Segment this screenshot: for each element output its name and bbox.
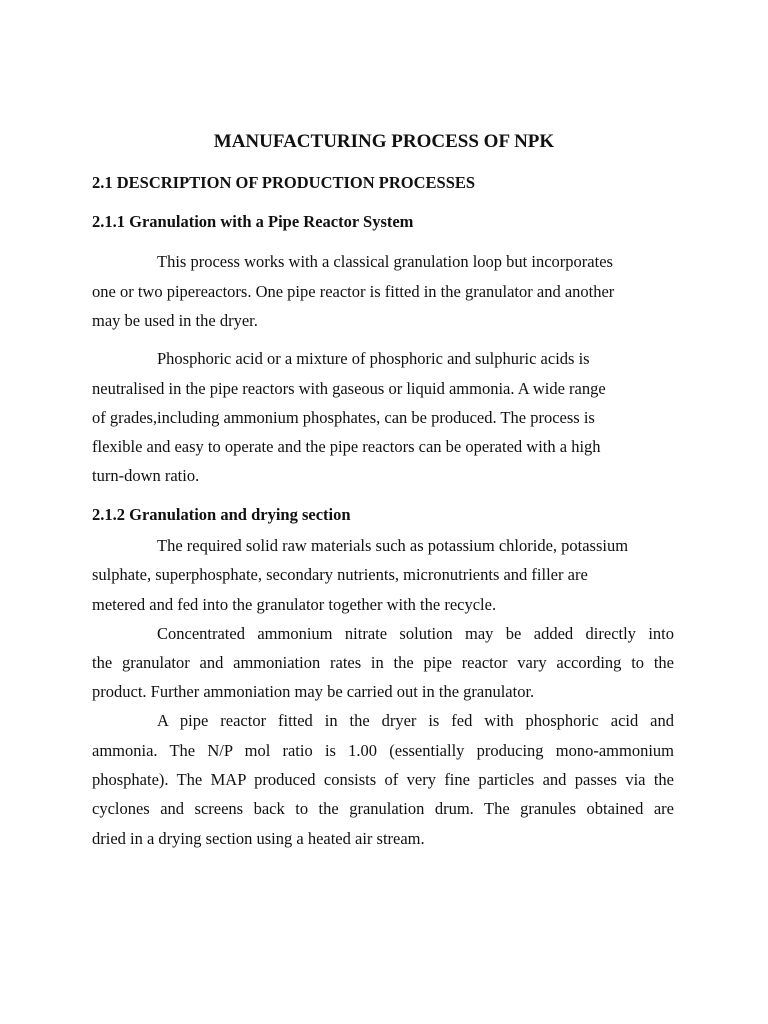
paragraph-line: neutralised in the pipe reactors with gaseous or liquid ammonia. A wide range: [92, 379, 606, 398]
paragraph-line: metered and fed into the granulator together with the recycle.: [92, 595, 497, 614]
paragraph-line: sulphate, superphosphate, secondary nutrients, micronutrients and filler are: [92, 565, 588, 584]
paragraph-line: one or two pipereactors. One pipe reactor is fitted in the granulator and another: [92, 282, 615, 301]
paragraph-line: the granulator and ammoniation rates in the pipe reactor vary according to the: [92, 653, 674, 672]
paragraph-line: phosphate). The MAP produced consists of very fine particles and passes via the: [92, 770, 674, 789]
paragraph-line: of grades,including ammonium phosphates, can be produced. The process is: [92, 408, 595, 427]
paragraph-line: ammonia. The N/P mol ratio is 1.00 (essentially producing mono-ammonium: [92, 741, 674, 760]
paragraph-line: The required solid raw materials such as potassium chloride, potassium: [157, 536, 629, 555]
paragraph-line: A pipe reactor fitted in the dryer is fed with phosphoric acid and: [157, 711, 674, 730]
paragraph-line: product. Further ammoniation may be carried out in the granulator.: [92, 682, 535, 701]
paragraph-line: Phosphoric acid or a mixture of phosphoric and sulphuric acids is: [157, 349, 590, 368]
paragraph-line: dried in a drying section using a heated air stream.: [92, 829, 425, 848]
document-title: MANUFACTURING PROCESS OF NPK: [213, 131, 555, 152]
paragraph-line: turn-down ratio.: [92, 466, 200, 485]
subsection-heading-2-1-2: 2.1.2 Granulation and drying section: [92, 505, 351, 524]
subsection-heading-2-1-1: 2.1.1 Granulation with a Pipe Reactor System: [92, 212, 414, 231]
paragraph-line: This process works with a classical granulation loop but incorporates: [157, 252, 613, 271]
section-heading: 2.1 DESCRIPTION OF PRODUCTION PROCESSES: [92, 173, 476, 192]
paragraph-line: Concentrated ammonium nitrate solution may be added directly into: [157, 624, 674, 643]
paragraph-line: flexible and easy to operate and the pipe reactors can be operated with a high: [92, 437, 601, 456]
paragraph-line: may be used in the dryer.: [92, 311, 258, 330]
paragraph-line: cyclones and screens back to the granulation drum. The granules obtained are: [92, 799, 674, 818]
